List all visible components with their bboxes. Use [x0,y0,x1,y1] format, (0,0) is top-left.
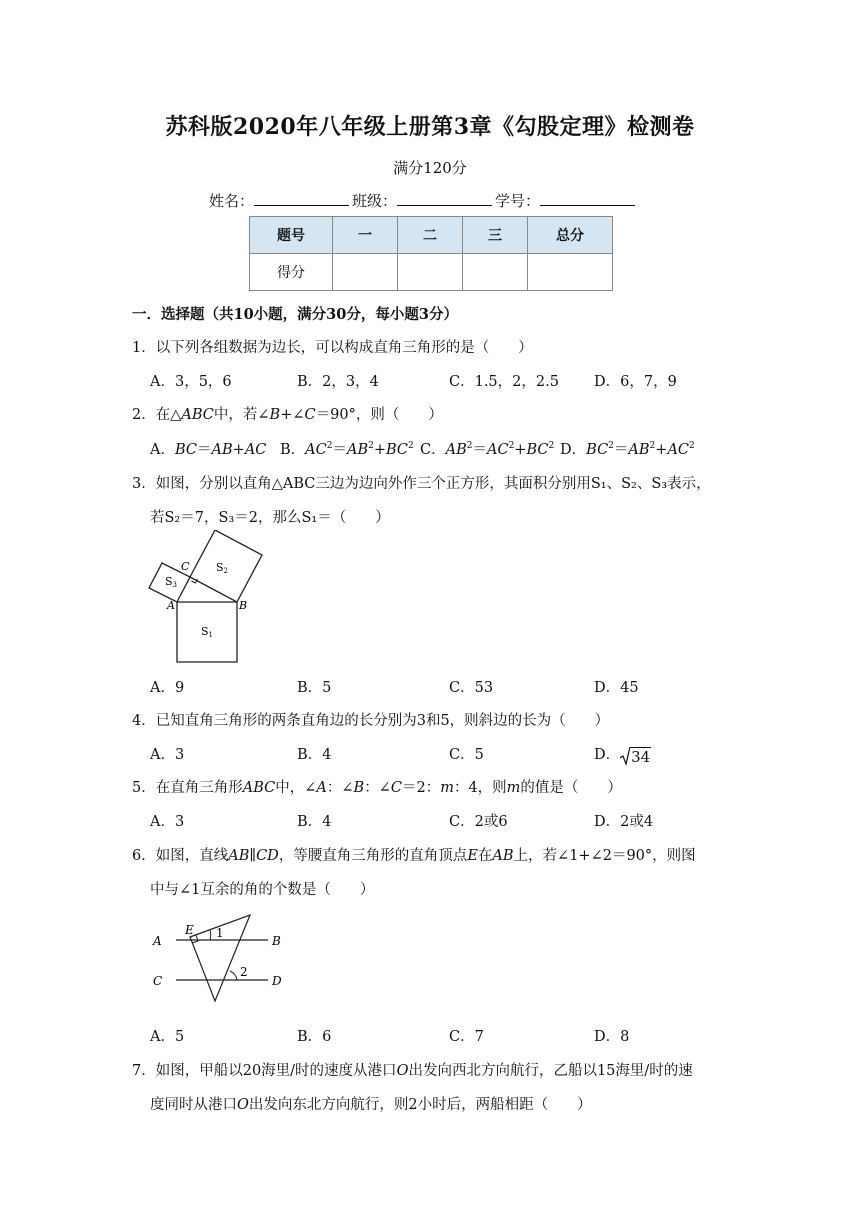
label-c: C [181,560,190,573]
q2-var: ABC [181,407,214,423]
q1-option-a: A．3，5，6 [150,374,232,390]
q5-option-a: A．3 [150,814,185,830]
label-angle-2: 2 [240,965,248,979]
q6-parallel-lines-figure [148,905,293,1005]
question-7-line1: 7．如图，甲船以20海里/时的速度从港口O出发向西北方向航行，乙船以15海里/时的速 [132,1063,693,1079]
q2-var: B [269,407,281,423]
label-b: B [272,934,281,948]
q4-option-a: A．3 [150,747,185,763]
name-blank[interactable] [254,191,349,206]
angle-1-arc [210,930,211,940]
sqrt-sign-icon [620,746,630,766]
q5-option-b: B．4 [297,814,332,830]
score-cell[interactable] [398,254,463,291]
score-table [249,216,613,291]
label-s2: S2 [216,561,229,575]
q6-option-a: A．5 [150,1029,185,1045]
q2-var: C [304,407,316,423]
score-cell[interactable] [463,254,528,291]
label-d: D [272,974,282,988]
q5-option-c: C．2或6 [449,814,508,830]
q5-option-d: D．2或4 [594,814,654,830]
q1-option-b: B．2，3，4 [297,374,379,390]
page-title: 苏科版2020年八年级上册第3章《勾股定理》检测卷 [165,114,695,140]
q4-option-d [594,743,651,766]
class-blank[interactable] [397,191,492,206]
q2-option-a: A．BC＝AB+AC [150,442,267,458]
question-5-stem: 5．在直角三角形ABC中，∠A：∠B：∠C＝2：m：4，则m的值是（ ） [132,780,622,796]
question-6-line2: 中与∠1互余的角的个数是（ ） [150,882,375,898]
label-a: A [153,934,162,948]
question-3-line1: 3．如图，分别以直角△ABC三边为边向外作三个正方形，其面积分别用S₁、S₂、S₃表示， [132,476,711,492]
student-info-row [209,190,638,211]
q6-option-b: B．6 [297,1029,332,1045]
header-cell: 二 [398,217,463,254]
q6-option-c: C．7 [449,1029,484,1045]
section-heading: 一．选择题（共10小题，满分30分，每小题3分） [132,306,458,323]
label-e: E [185,923,194,937]
header-cell: 三 [463,217,528,254]
question-2-stem [132,403,443,424]
score-table-row [250,254,613,291]
header-cell: 总分 [528,217,613,254]
q3-squares-figure [140,530,275,665]
score-row-label: 得分 [250,254,333,291]
header-cell: 一 [333,217,398,254]
label-s3: S3 [165,575,178,589]
q2-text: 中，若∠ [213,407,270,423]
q4-option-c: C．5 [449,747,484,763]
score-cell[interactable] [528,254,613,291]
header-cell: 题号 [250,217,333,254]
q1-option-c: C．1.5，2，2.5 [449,374,559,390]
question-7-line2: 度同时从港口O出发向东北方向航行，则2小时后，两船相距（ ） [150,1097,592,1113]
question-3-line2: 若S₂＝7，S₃＝2，那么S₁＝（ ） [150,510,390,526]
label-angle-1: 1 [216,926,224,940]
question-4-stem: 4．已知直角三角形的两条直角边的长分别为3和5，则斜边的长为（ ） [132,713,610,729]
q4-option-d-label: D． [594,747,621,763]
name-label: 姓名： [209,192,255,210]
q3-option-c: C．53 [449,680,494,696]
q4-option-b: B．4 [297,747,332,763]
score-cell[interactable] [333,254,398,291]
q2-option-c: C．$AB^2=AC^2+BC^2$ [420,441,555,458]
label-s1: S1 [201,625,214,639]
label-c: C [153,974,163,988]
q2-option-d: D．$BC^2=AB^2+AC^2$ [560,441,695,458]
q1-option-d: D．6，7，9 [594,374,677,390]
question-6-line1: 6．如图，直线AB∥CD，等腰直角三角形的直角顶点E在AB上，若∠1+∠2＝90°，则图 [132,848,696,864]
label-a: A [167,599,175,612]
q2-text: +∠ [280,407,305,423]
student-id-label: 学号： [495,192,541,210]
q3-option-b: B．5 [297,680,332,696]
score-table-header [250,217,613,254]
label-b: B [239,599,248,612]
student-id-blank[interactable] [540,191,635,206]
sqrt-expression [620,746,651,766]
square-s2 [190,530,262,602]
class-label: 班级： [352,192,398,210]
question-1-stem: 1．以下列各组数据为边长，可以构成直角三角形的是（ ） [132,340,533,356]
angle-2-arc [230,971,237,980]
full-score: 满分120分 [393,159,467,177]
q6-option-d: D．8 [594,1029,630,1045]
q3-option-a: A．9 [150,680,185,696]
q2-option-b: B．$AC^2=AB^2+BC^2$ [280,441,414,458]
sqrt-radicand: 34 [631,748,651,766]
q2-text: 2．在△ [132,407,182,423]
q2-text: ＝90°，则（ ） [315,407,443,423]
q3-option-d: D．45 [594,680,639,696]
